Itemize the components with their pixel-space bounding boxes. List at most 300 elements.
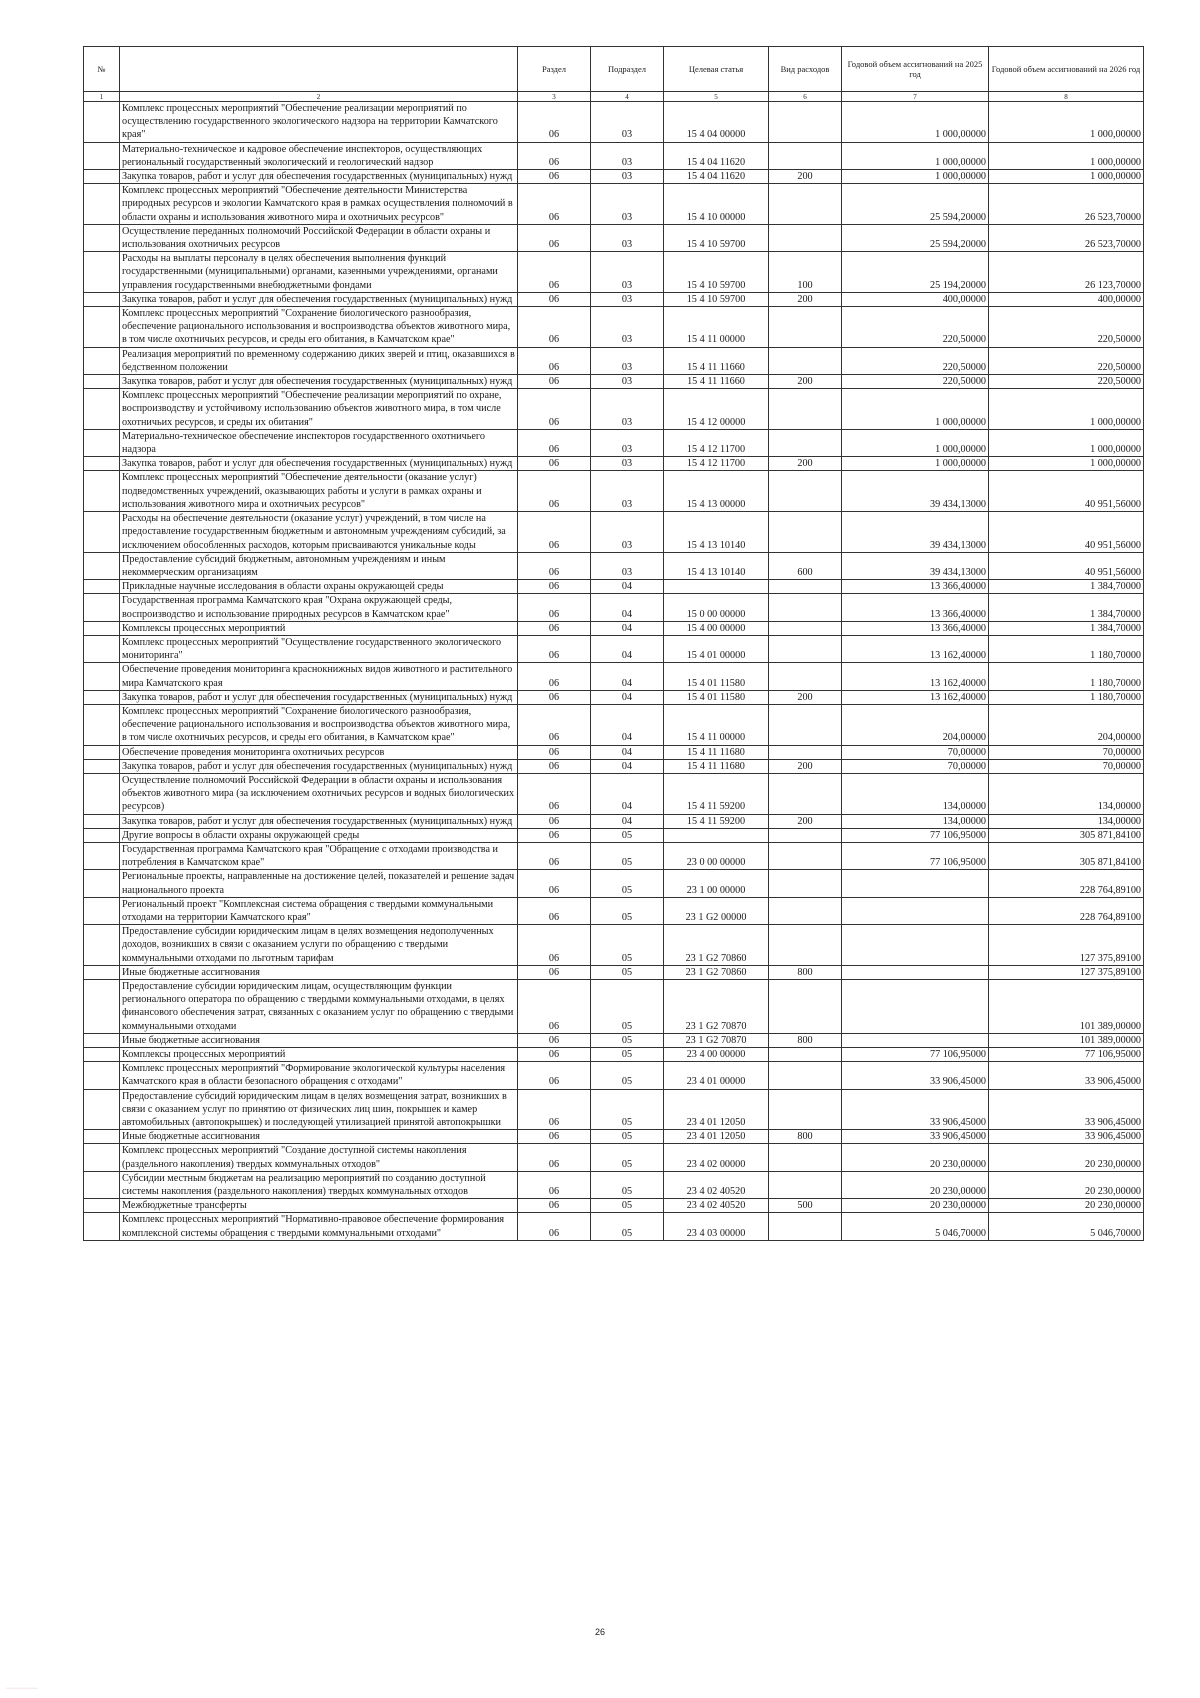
row-razdel-cell: 06 bbox=[518, 1199, 591, 1213]
row-target-article-cell: 15 4 10 00000 bbox=[664, 184, 769, 225]
table-row bbox=[84, 704, 1144, 745]
row-amount-2025-cell: 134,00000 bbox=[842, 773, 989, 814]
row-amount-2025-cell: 77 106,95000 bbox=[842, 842, 989, 869]
corner-mark: ················ bbox=[6, 1686, 38, 1692]
row-expense-type-cell: 600 bbox=[769, 552, 842, 579]
row-amount-2025-cell: 1 000,00000 bbox=[842, 170, 989, 184]
row-target-article-cell: 15 4 01 00000 bbox=[664, 635, 769, 662]
row-number-cell bbox=[84, 580, 120, 594]
row-podrazdel-cell: 03 bbox=[591, 552, 664, 579]
row-expense-type-cell bbox=[769, 512, 842, 553]
table-row bbox=[84, 980, 1144, 1034]
table-row bbox=[84, 635, 1144, 662]
row-number-cell bbox=[84, 457, 120, 471]
table-row bbox=[84, 142, 1144, 169]
row-expense-type-cell bbox=[769, 621, 842, 635]
row-expense-type-cell bbox=[769, 1171, 842, 1198]
row-razdel-cell: 06 bbox=[518, 690, 591, 704]
row-razdel-cell: 06 bbox=[518, 1089, 591, 1130]
row-number-cell bbox=[84, 512, 120, 553]
row-amount-2026-cell: 77 106,95000 bbox=[989, 1048, 1144, 1062]
row-expense-type-cell bbox=[769, 828, 842, 842]
table-row bbox=[84, 759, 1144, 773]
row-amount-2026-cell: 220,50000 bbox=[989, 307, 1144, 348]
row-amount-2025-cell: 39 434,13000 bbox=[842, 471, 989, 512]
row-podrazdel-cell: 05 bbox=[591, 1199, 664, 1213]
row-amount-2026-cell: 228 764,89100 bbox=[989, 897, 1144, 924]
row-razdel-cell: 06 bbox=[518, 389, 591, 430]
row-razdel-cell: 06 bbox=[518, 773, 591, 814]
row-amount-2026-cell: 70,00000 bbox=[989, 745, 1144, 759]
row-razdel-cell: 06 bbox=[518, 814, 591, 828]
row-number-cell bbox=[84, 252, 120, 293]
row-amount-2026-cell: 134,00000 bbox=[989, 814, 1144, 828]
row-target-article-cell: 23 1 G2 70870 bbox=[664, 980, 769, 1034]
row-amount-2025-cell bbox=[842, 980, 989, 1034]
row-amount-2025-cell: 13 366,40000 bbox=[842, 594, 989, 621]
row-expense-type-cell: 100 bbox=[769, 252, 842, 293]
row-amount-2025-cell bbox=[842, 897, 989, 924]
row-podrazdel-cell: 03 bbox=[591, 375, 664, 389]
row-number-cell bbox=[84, 870, 120, 897]
row-amount-2025-cell: 220,50000 bbox=[842, 347, 989, 374]
budget-table bbox=[83, 46, 1144, 1241]
row-expense-type-cell bbox=[769, 1048, 842, 1062]
row-amount-2026-cell: 1 180,70000 bbox=[989, 663, 1144, 690]
row-amount-2025-cell: 70,00000 bbox=[842, 759, 989, 773]
row-podrazdel-cell: 05 bbox=[591, 1048, 664, 1062]
row-amount-2025-cell: 20 230,00000 bbox=[842, 1144, 989, 1171]
table-row bbox=[84, 828, 1144, 842]
table-row bbox=[84, 170, 1144, 184]
row-amount-2025-cell: 39 434,13000 bbox=[842, 552, 989, 579]
row-amount-2026-cell: 127 375,89100 bbox=[989, 965, 1144, 979]
row-number-cell bbox=[84, 594, 120, 621]
row-podrazdel-cell: 03 bbox=[591, 512, 664, 553]
row-amount-2025-cell: 220,50000 bbox=[842, 307, 989, 348]
row-razdel-cell: 06 bbox=[518, 512, 591, 553]
row-target-article-cell: 23 4 03 00000 bbox=[664, 1213, 769, 1240]
row-razdel-cell: 06 bbox=[518, 925, 591, 966]
row-podrazdel-cell: 05 bbox=[591, 870, 664, 897]
row-expense-type-cell bbox=[769, 347, 842, 374]
row-number-cell bbox=[84, 1062, 120, 1089]
row-amount-2026-cell: 1 000,00000 bbox=[989, 389, 1144, 430]
row-name-cell: Комплексы процессных мероприятий bbox=[120, 621, 518, 635]
row-razdel-cell: 06 bbox=[518, 870, 591, 897]
row-amount-2025-cell: 20 230,00000 bbox=[842, 1199, 989, 1213]
row-amount-2025-cell: 77 106,95000 bbox=[842, 1048, 989, 1062]
table-row bbox=[84, 594, 1144, 621]
row-podrazdel-cell: 05 bbox=[591, 828, 664, 842]
row-podrazdel-cell: 04 bbox=[591, 759, 664, 773]
table-row bbox=[84, 897, 1144, 924]
row-amount-2026-cell: 26 123,70000 bbox=[989, 252, 1144, 293]
row-podrazdel-cell: 03 bbox=[591, 224, 664, 251]
row-amount-2025-cell: 13 162,40000 bbox=[842, 663, 989, 690]
row-razdel-cell: 06 bbox=[518, 457, 591, 471]
row-razdel-cell: 06 bbox=[518, 184, 591, 225]
row-amount-2025-cell: 1 000,00000 bbox=[842, 142, 989, 169]
table-row bbox=[84, 1144, 1144, 1171]
column-number: 5 bbox=[664, 92, 769, 102]
row-name-cell: Комплекс процессных мероприятий "Создание доступной системы накопления (раздельного накопления) твердых коммунальных отходов" bbox=[120, 1144, 518, 1171]
row-amount-2025-cell: 39 434,13000 bbox=[842, 512, 989, 553]
row-expense-type-cell bbox=[769, 594, 842, 621]
row-amount-2025-cell bbox=[842, 965, 989, 979]
row-number-cell bbox=[84, 897, 120, 924]
row-target-article-cell: 15 4 12 11700 bbox=[664, 457, 769, 471]
row-razdel-cell: 06 bbox=[518, 1144, 591, 1171]
row-razdel-cell: 06 bbox=[518, 842, 591, 869]
row-name-cell: Материально-техническое обеспечение инспекторов государственного охотничьего надзора bbox=[120, 429, 518, 456]
row-podrazdel-cell: 05 bbox=[591, 1033, 664, 1047]
table-row bbox=[84, 1213, 1144, 1240]
row-target-article-cell: 23 1 G2 00000 bbox=[664, 897, 769, 924]
row-number-cell bbox=[84, 621, 120, 635]
column-number: 1 bbox=[84, 92, 120, 102]
row-expense-type-cell: 500 bbox=[769, 1199, 842, 1213]
row-target-article-cell: 23 4 02 00000 bbox=[664, 1144, 769, 1171]
row-podrazdel-cell: 03 bbox=[591, 389, 664, 430]
row-amount-2025-cell: 25 194,20000 bbox=[842, 252, 989, 293]
row-expense-type-cell: 200 bbox=[769, 814, 842, 828]
row-amount-2026-cell: 305 871,84100 bbox=[989, 842, 1144, 869]
row-amount-2025-cell: 134,00000 bbox=[842, 814, 989, 828]
row-amount-2025-cell: 33 906,45000 bbox=[842, 1062, 989, 1089]
row-number-cell bbox=[84, 814, 120, 828]
row-amount-2025-cell: 1 000,00000 bbox=[842, 102, 989, 143]
page-number: 26 bbox=[594, 1627, 605, 1637]
row-target-article-cell bbox=[664, 580, 769, 594]
row-amount-2025-cell: 1 000,00000 bbox=[842, 429, 989, 456]
row-name-cell: Закупка товаров, работ и услуг для обеспечения государственных (муниципальных) нужд bbox=[120, 690, 518, 704]
row-expense-type-cell: 200 bbox=[769, 457, 842, 471]
row-amount-2026-cell: 1 000,00000 bbox=[989, 142, 1144, 169]
row-amount-2026-cell: 40 951,56000 bbox=[989, 552, 1144, 579]
row-podrazdel-cell: 03 bbox=[591, 307, 664, 348]
row-amount-2026-cell: 1 000,00000 bbox=[989, 429, 1144, 456]
row-expense-type-cell bbox=[769, 1213, 842, 1240]
row-razdel-cell: 06 bbox=[518, 1033, 591, 1047]
row-number-cell bbox=[84, 759, 120, 773]
table-row bbox=[84, 457, 1144, 471]
row-amount-2026-cell: 40 951,56000 bbox=[989, 512, 1144, 553]
row-podrazdel-cell: 04 bbox=[591, 690, 664, 704]
row-expense-type-cell bbox=[769, 1062, 842, 1089]
row-expense-type-cell: 800 bbox=[769, 1130, 842, 1144]
row-number-cell bbox=[84, 1048, 120, 1062]
row-expense-type-cell: 200 bbox=[769, 170, 842, 184]
row-name-cell: Комплекс процессных мероприятий "Осуществление государственного экологического мониторинга" bbox=[120, 635, 518, 662]
row-razdel-cell: 06 bbox=[518, 759, 591, 773]
row-podrazdel-cell: 05 bbox=[591, 897, 664, 924]
header-podrazdel: Подраздел bbox=[591, 47, 664, 92]
row-target-article-cell: 15 4 04 11620 bbox=[664, 142, 769, 169]
header-num: № bbox=[84, 47, 120, 92]
header-celevaya: Целевая статья bbox=[664, 47, 769, 92]
header-2025: Годовой объем ассигнований на 2025 год bbox=[842, 47, 989, 92]
row-podrazdel-cell: 05 bbox=[591, 1171, 664, 1198]
row-number-cell bbox=[84, 635, 120, 662]
row-razdel-cell: 06 bbox=[518, 621, 591, 635]
row-amount-2026-cell: 5 046,70000 bbox=[989, 1213, 1144, 1240]
row-podrazdel-cell: 03 bbox=[591, 347, 664, 374]
row-amount-2025-cell: 13 162,40000 bbox=[842, 690, 989, 704]
row-target-article-cell: 23 4 02 40520 bbox=[664, 1171, 769, 1198]
row-amount-2025-cell: 1 000,00000 bbox=[842, 457, 989, 471]
row-expense-type-cell bbox=[769, 102, 842, 143]
row-name-cell: Комплекс процессных мероприятий "Формирование экологической культуры населения Камчатского края в области безопасного обращения с отходами" bbox=[120, 1062, 518, 1089]
table-row bbox=[84, 224, 1144, 251]
table-row bbox=[84, 1048, 1144, 1062]
row-razdel-cell: 06 bbox=[518, 580, 591, 594]
row-razdel-cell: 06 bbox=[518, 828, 591, 842]
row-name-cell: Обеспечение проведения мониторинга охотничьих ресурсов bbox=[120, 745, 518, 759]
row-number-cell bbox=[84, 142, 120, 169]
row-number-cell bbox=[84, 663, 120, 690]
row-razdel-cell: 06 bbox=[518, 1130, 591, 1144]
table-row bbox=[84, 429, 1144, 456]
row-razdel-cell: 06 bbox=[518, 1171, 591, 1198]
row-podrazdel-cell: 04 bbox=[591, 773, 664, 814]
row-expense-type-cell bbox=[769, 635, 842, 662]
table-row bbox=[84, 842, 1144, 869]
row-name-cell: Материально-техническое и кадровое обеспечение инспекторов, осуществляющих региональный государственный экологический и геологический надзор bbox=[120, 142, 518, 169]
row-target-article-cell: 15 4 11 59200 bbox=[664, 773, 769, 814]
table-row bbox=[84, 621, 1144, 635]
row-target-article-cell: 15 4 10 59700 bbox=[664, 292, 769, 306]
row-amount-2026-cell: 20 230,00000 bbox=[989, 1171, 1144, 1198]
row-name-cell: Государственная программа Камчатского края "Обращение с отходами производства и потребления в Камчатском крае" bbox=[120, 842, 518, 869]
row-name-cell: Иные бюджетные ассигнования bbox=[120, 1130, 518, 1144]
row-name-cell: Иные бюджетные ассигнования bbox=[120, 1033, 518, 1047]
row-podrazdel-cell: 03 bbox=[591, 184, 664, 225]
row-podrazdel-cell: 03 bbox=[591, 252, 664, 293]
row-number-cell bbox=[84, 347, 120, 374]
row-target-article-cell: 15 4 00 00000 bbox=[664, 621, 769, 635]
row-name-cell: Закупка товаров, работ и услуг для обеспечения государственных (муниципальных) нужд bbox=[120, 457, 518, 471]
row-amount-2026-cell: 26 523,70000 bbox=[989, 184, 1144, 225]
row-target-article-cell: 23 1 G2 70870 bbox=[664, 1033, 769, 1047]
row-expense-type-cell bbox=[769, 925, 842, 966]
row-amount-2025-cell: 5 046,70000 bbox=[842, 1213, 989, 1240]
row-target-article-cell: 23 0 00 00000 bbox=[664, 842, 769, 869]
table-row bbox=[84, 965, 1144, 979]
row-target-article-cell: 23 1 G2 70860 bbox=[664, 925, 769, 966]
table-row bbox=[84, 1062, 1144, 1089]
row-number-cell bbox=[84, 1199, 120, 1213]
row-expense-type-cell bbox=[769, 580, 842, 594]
table-row bbox=[84, 471, 1144, 512]
row-amount-2025-cell: 1 000,00000 bbox=[842, 389, 989, 430]
row-amount-2026-cell: 134,00000 bbox=[989, 773, 1144, 814]
row-amount-2026-cell: 228 764,89100 bbox=[989, 870, 1144, 897]
row-amount-2026-cell: 127 375,89100 bbox=[989, 925, 1144, 966]
row-target-article-cell: 23 4 00 00000 bbox=[664, 1048, 769, 1062]
table-row bbox=[84, 552, 1144, 579]
row-name-cell: Иные бюджетные ассигнования bbox=[120, 965, 518, 979]
row-name-cell: Осуществление полномочий Российской Федерации в области охраны и использования объектов животного мира (за исключением охотничьих ресурсов и водных биологических ресурсов) bbox=[120, 773, 518, 814]
column-number: 4 bbox=[591, 92, 664, 102]
row-target-article-cell: 15 4 12 11700 bbox=[664, 429, 769, 456]
row-number-cell bbox=[84, 1213, 120, 1240]
row-amount-2025-cell: 33 906,45000 bbox=[842, 1089, 989, 1130]
row-name-cell: Другие вопросы в области охраны окружающей среды bbox=[120, 828, 518, 842]
row-podrazdel-cell: 04 bbox=[591, 663, 664, 690]
row-name-cell: Комплекс процессных мероприятий "Сохранение биологического разнообразия, обеспечение рационального использования и воспроизводства объектов животного мира, в том числе охотничьих ресурсов, и среды его обитания, в Камчатском крае" bbox=[120, 704, 518, 745]
column-number: 8 bbox=[989, 92, 1144, 102]
row-target-article-cell: 23 4 01 12050 bbox=[664, 1089, 769, 1130]
row-amount-2026-cell: 33 906,45000 bbox=[989, 1089, 1144, 1130]
row-number-cell bbox=[84, 307, 120, 348]
column-number: 2 bbox=[120, 92, 518, 102]
row-number-cell bbox=[84, 704, 120, 745]
row-name-cell: Региональные проекты, направленные на достижение целей, показателей и решение задач национального проекта bbox=[120, 870, 518, 897]
row-expense-type-cell: 200 bbox=[769, 375, 842, 389]
row-number-cell bbox=[84, 925, 120, 966]
row-amount-2026-cell: 101 389,00000 bbox=[989, 980, 1144, 1034]
row-razdel-cell: 06 bbox=[518, 965, 591, 979]
row-amount-2026-cell: 1 000,00000 bbox=[989, 457, 1144, 471]
row-podrazdel-cell: 03 bbox=[591, 142, 664, 169]
table-row bbox=[84, 307, 1144, 348]
row-name-cell: Предоставление субсидий юридическим лицам в целях возмещения затрат, возникших в связи с оказанием услуг по принятию от физических лиц шин, покрышек и камер автомобильных (автопокрышек) и последующей утилизацией принятой автопокрышки bbox=[120, 1089, 518, 1130]
row-razdel-cell: 06 bbox=[518, 897, 591, 924]
header-name bbox=[120, 47, 518, 92]
row-expense-type-cell bbox=[769, 184, 842, 225]
table-body bbox=[84, 102, 1144, 1241]
row-target-article-cell: 15 4 10 59700 bbox=[664, 224, 769, 251]
header-2026: Годовой объем ассигнований на 2026 год bbox=[989, 47, 1144, 92]
table-row bbox=[84, 292, 1144, 306]
row-podrazdel-cell: 03 bbox=[591, 457, 664, 471]
row-target-article-cell: 15 4 01 11580 bbox=[664, 690, 769, 704]
row-podrazdel-cell: 04 bbox=[591, 745, 664, 759]
table-row bbox=[84, 580, 1144, 594]
row-podrazdel-cell: 04 bbox=[591, 621, 664, 635]
row-expense-type-cell bbox=[769, 663, 842, 690]
row-number-cell bbox=[84, 292, 120, 306]
row-podrazdel-cell: 03 bbox=[591, 102, 664, 143]
row-number-cell bbox=[84, 1171, 120, 1198]
row-name-cell: Прикладные научные исследования в области охраны окружающей среды bbox=[120, 580, 518, 594]
row-razdel-cell: 06 bbox=[518, 307, 591, 348]
row-razdel-cell: 06 bbox=[518, 552, 591, 579]
row-target-article-cell: 23 4 01 12050 bbox=[664, 1130, 769, 1144]
table-row bbox=[84, 347, 1144, 374]
table-row bbox=[84, 690, 1144, 704]
row-razdel-cell: 06 bbox=[518, 594, 591, 621]
row-number-cell bbox=[84, 552, 120, 579]
table-row bbox=[84, 1199, 1144, 1213]
row-expense-type-cell bbox=[769, 307, 842, 348]
row-razdel-cell: 06 bbox=[518, 635, 591, 662]
row-podrazdel-cell: 05 bbox=[591, 1144, 664, 1171]
row-razdel-cell: 06 bbox=[518, 102, 591, 143]
row-number-cell bbox=[84, 745, 120, 759]
row-amount-2026-cell: 33 906,45000 bbox=[989, 1062, 1144, 1089]
row-name-cell: Закупка товаров, работ и услуг для обеспечения государственных (муниципальных) нужд bbox=[120, 375, 518, 389]
row-podrazdel-cell: 04 bbox=[591, 704, 664, 745]
row-target-article-cell: 15 4 11 00000 bbox=[664, 704, 769, 745]
row-target-article-cell: 15 4 01 11580 bbox=[664, 663, 769, 690]
header-razdel: Раздел bbox=[518, 47, 591, 92]
row-amount-2026-cell: 220,50000 bbox=[989, 375, 1144, 389]
row-razdel-cell: 06 bbox=[518, 375, 591, 389]
row-number-cell bbox=[84, 102, 120, 143]
row-amount-2026-cell: 1 384,70000 bbox=[989, 580, 1144, 594]
row-amount-2025-cell: 70,00000 bbox=[842, 745, 989, 759]
row-target-article-cell: 15 4 04 00000 bbox=[664, 102, 769, 143]
row-name-cell: Комплекс процессных мероприятий "Обеспечение деятельности Министерства природных ресурсов и экологии Камчатского края в рамках осуществления полномочий в области охраны и использования животного мира и охотничьих ресурсов" bbox=[120, 184, 518, 225]
row-number-cell bbox=[84, 429, 120, 456]
row-number-cell bbox=[84, 1033, 120, 1047]
row-amount-2026-cell: 70,00000 bbox=[989, 759, 1144, 773]
row-expense-type-cell bbox=[769, 745, 842, 759]
row-name-cell: Межбюджетные трансферты bbox=[120, 1199, 518, 1213]
row-amount-2026-cell: 1 384,70000 bbox=[989, 594, 1144, 621]
row-name-cell: Расходы на обеспечение деятельности (оказание услуг) учреждений, в том числе на предоставление государственным бюджетным и автономным учреждениям субсидий, за исключением обособленных расходов, которым присваиваются уникальные коды bbox=[120, 512, 518, 553]
header-vid: Вид расходов bbox=[769, 47, 842, 92]
table-row bbox=[84, 375, 1144, 389]
row-name-cell: Комплекс процессных мероприятий "Сохранение биологического разнообразия, обеспечение рационального использования и воспроизводства объектов животного мира, в том числе охотничьих ресурсов, и среды его обитания, в Камчатском крае" bbox=[120, 307, 518, 348]
row-podrazdel-cell: 03 bbox=[591, 471, 664, 512]
row-amount-2026-cell: 1 384,70000 bbox=[989, 621, 1144, 635]
row-amount-2025-cell: 13 366,40000 bbox=[842, 621, 989, 635]
row-target-article-cell: 15 4 13 00000 bbox=[664, 471, 769, 512]
row-podrazdel-cell: 05 bbox=[591, 925, 664, 966]
table-row bbox=[84, 814, 1144, 828]
row-number-cell bbox=[84, 375, 120, 389]
row-amount-2026-cell: 1 000,00000 bbox=[989, 170, 1144, 184]
row-podrazdel-cell: 05 bbox=[591, 965, 664, 979]
row-target-article-cell: 15 4 13 10140 bbox=[664, 512, 769, 553]
row-razdel-cell: 06 bbox=[518, 347, 591, 374]
row-target-article-cell bbox=[664, 828, 769, 842]
row-number-cell bbox=[84, 773, 120, 814]
row-razdel-cell: 06 bbox=[518, 471, 591, 512]
row-amount-2026-cell: 20 230,00000 bbox=[989, 1199, 1144, 1213]
row-number-cell bbox=[84, 389, 120, 430]
row-razdel-cell: 06 bbox=[518, 745, 591, 759]
row-name-cell: Закупка товаров, работ и услуг для обеспечения государственных (муниципальных) нужд bbox=[120, 814, 518, 828]
table-row bbox=[84, 745, 1144, 759]
row-amount-2025-cell: 204,00000 bbox=[842, 704, 989, 745]
row-amount-2025-cell: 20 230,00000 bbox=[842, 1171, 989, 1198]
row-podrazdel-cell: 03 bbox=[591, 170, 664, 184]
row-podrazdel-cell: 05 bbox=[591, 980, 664, 1034]
row-amount-2025-cell: 13 162,40000 bbox=[842, 635, 989, 662]
row-razdel-cell: 06 bbox=[518, 704, 591, 745]
row-name-cell: Предоставление субсидий бюджетным, автономным учреждениям и иным некоммерческим организациям bbox=[120, 552, 518, 579]
row-target-article-cell: 15 4 04 11620 bbox=[664, 170, 769, 184]
row-razdel-cell: 06 bbox=[518, 170, 591, 184]
row-amount-2025-cell bbox=[842, 925, 989, 966]
row-expense-type-cell: 800 bbox=[769, 1033, 842, 1047]
row-podrazdel-cell: 04 bbox=[591, 594, 664, 621]
row-amount-2025-cell: 25 594,20000 bbox=[842, 224, 989, 251]
row-target-article-cell: 23 4 01 00000 bbox=[664, 1062, 769, 1089]
row-podrazdel-cell: 05 bbox=[591, 842, 664, 869]
row-expense-type-cell bbox=[769, 980, 842, 1034]
row-amount-2025-cell bbox=[842, 1033, 989, 1047]
row-podrazdel-cell: 03 bbox=[591, 429, 664, 456]
table-row bbox=[84, 102, 1144, 143]
column-number-row bbox=[84, 92, 1144, 102]
row-podrazdel-cell: 05 bbox=[591, 1062, 664, 1089]
row-target-article-cell: 15 4 11 11660 bbox=[664, 347, 769, 374]
